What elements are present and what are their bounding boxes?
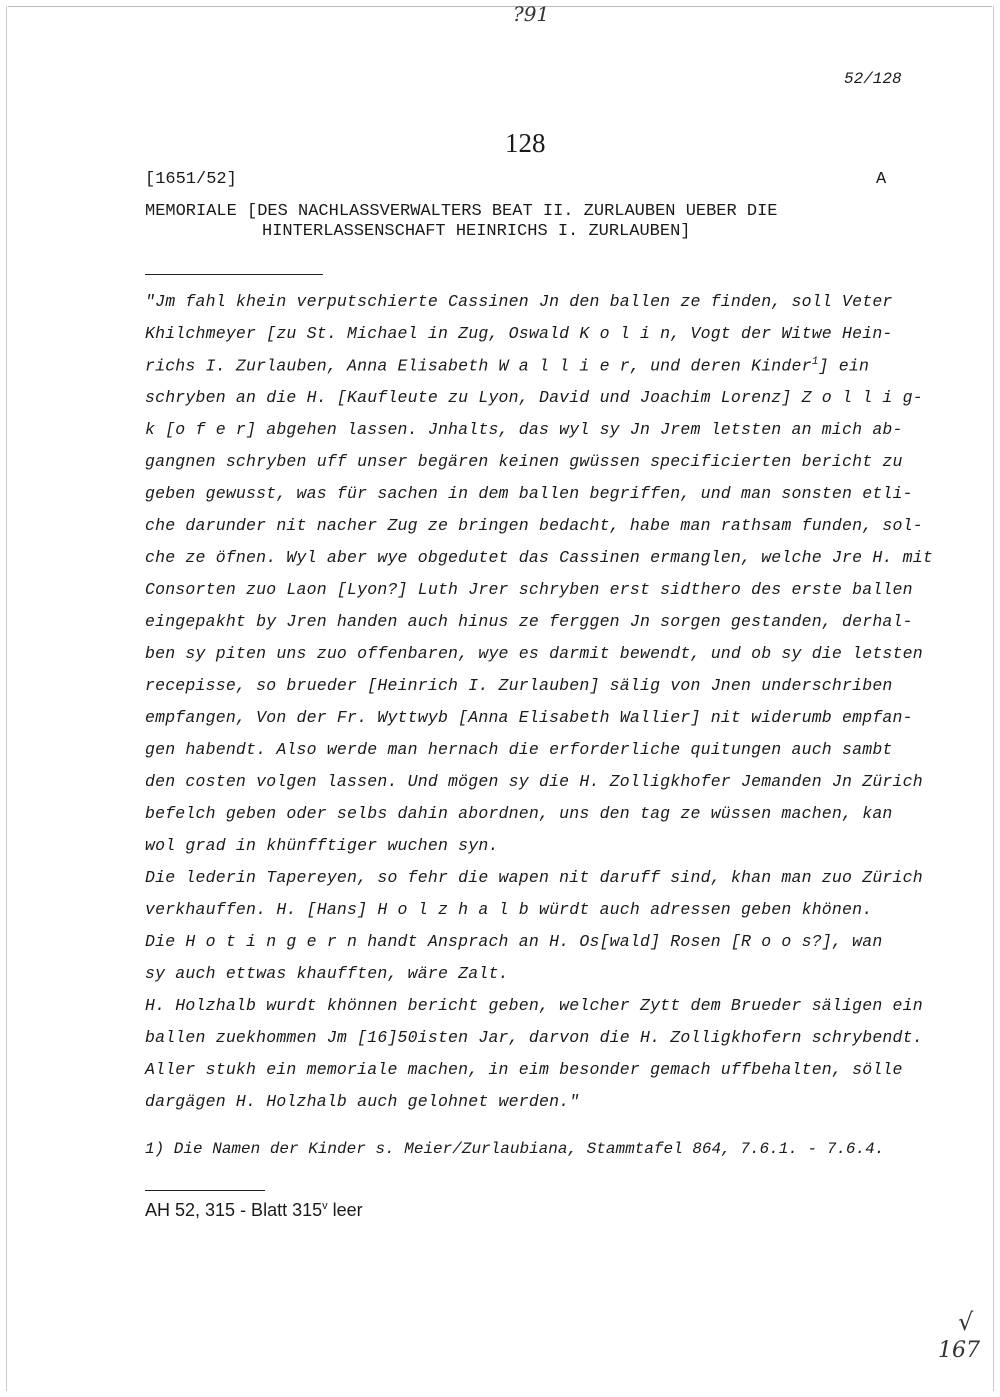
body-line: dargägen H. Holzhalb auch gelohnet werden." <box>145 1092 580 1111</box>
body-line-text: richs I. Zurlauben, Anna Elisabeth W a l l i e r, und deren Kinder <box>145 356 812 376</box>
body-line: che darunder nit nacher Zug ze bringen bedacht, habe man rathsam funden, sol- <box>145 516 923 535</box>
page-edge-right <box>993 6 994 1391</box>
page-edge-top <box>8 6 992 7</box>
source-suffix: leer <box>327 1200 363 1220</box>
footnote-marker: 1 <box>811 356 819 368</box>
body-line: empfangen, Von der Fr. Wyttwyb [Anna Elisabeth Wallier] nit widerumb empfan- <box>145 708 913 727</box>
body-line: eingepakht by Jren handen auch hinus ze ferggen Jn sorgen gestanden, derhal- <box>145 612 913 631</box>
body-line: ben sy piten uns zuo offenbaren, wye es darmit bewendt, und ob sy die letsten <box>145 644 923 663</box>
body-line: schryben an die H. [Kaufleute zu Lyon, David und Joachim Lorenz] Z o l l i g- <box>145 388 923 407</box>
body-line: "Jm fahl khein verputschierte Cassinen Jn den ballen ze finden, soll Veter <box>145 292 893 311</box>
source-prefix: AH 52, 315 - Blatt 315 <box>145 1200 323 1220</box>
section-letter: A <box>876 170 887 189</box>
body-line: den costen volgen lassen. Und mögen sy die H. Zolligkhofer Jemanden Jn Zürich <box>145 772 923 791</box>
document-number: 128 <box>505 128 546 158</box>
source-superscript: v <box>322 1200 328 1212</box>
body-line: H. Holzhalb wurdt khönnen bericht geben, welcher Zytt dem Brueder säligen ein <box>145 996 923 1015</box>
body-line: sy auch ettwas khaufften, wäre Zalt. <box>145 964 509 983</box>
body-line: Consorten zuo Laon [Lyon?] Luth Jrer schryben erst sidthero des erste ballen <box>145 580 913 599</box>
body-line: che ze öfnen. Wyl aber wye obgedutet das Cassinen ermanglen, welche Jre H. mit <box>145 548 933 567</box>
body-line: gangnen schryben uff unser begären keinen gwüssen specificierten bericht zu <box>145 452 903 471</box>
source-reference <box>145 1200 363 1221</box>
title-divider <box>145 274 323 275</box>
document-date: [1651/52] <box>145 170 237 189</box>
handwritten-check-mark: √ <box>958 1308 974 1336</box>
handwritten-page-number: 167 <box>938 1338 980 1363</box>
body-line: recepisse, so brueder [Heinrich I. Zurlauben] sälig von Jnen underschriben <box>145 676 893 695</box>
body-line-tail: ] ein <box>818 356 870 376</box>
body-line: befelch geben oder selbs dahin abordnen, uns den tag ze wüssen machen, kan <box>145 804 893 823</box>
body-line: geben gewusst, was für sachen in dem ballen begriffen, und man sonsten etli- <box>145 484 913 503</box>
title-line-2: HINTERLASSENSCHAFT HEINRICHS I. ZURLAUBEN] <box>262 222 691 241</box>
body-line: ballen zuekhommen Jm [16]50isten Jar, darvon die H. Zolligkhofern schrybendt. <box>145 1028 923 1047</box>
body-line: Khilchmeyer [zu St. Michael in Zug, Oswald K o l i n, Vogt der Witwe Hein- <box>145 324 893 343</box>
archive-number: ?91 <box>513 2 550 26</box>
body-line: gen habendt. Also werde man hernach die erforderliche quitungen auch sambt <box>145 740 893 759</box>
folio-reference: 52/128 <box>844 70 902 88</box>
body-line: wol grad in khünfftiger wuchen syn. <box>145 836 499 855</box>
body-line-with-footnote <box>145 356 869 376</box>
body-line: Die lederin Tapereyen, so fehr die wapen nit daruff sind, khan man zuo Zürich <box>145 868 923 887</box>
title-line-1: MEMORIALE [DES NACHLASSVERWALTERS BEAT II. ZURLAUBEN UEBER DIE <box>145 202 778 221</box>
body-line: verkhauffen. H. [Hans] H o l z h a l b würdt auch adressen geben khönen. <box>145 900 873 919</box>
body-line: k [o f e r] abgehen lassen. Jnhalts, das wyl sy Jn Jrem letsten an mich ab- <box>145 420 903 439</box>
page-edge-left <box>6 6 7 1391</box>
body-line: Aller stukh ein memoriale machen, in eim besonder gemach uffbehalten, sölle <box>145 1060 903 1079</box>
body-line: Die H o t i n g e r n handt Ansprach an H. Os[wald] Rosen [R o o s?], wan <box>145 932 883 951</box>
footnote: 1) Die Namen der Kinder s. Meier/Zurlaubiana, Stammtafel 864, 7.6.1. - 7.6.4. <box>145 1140 885 1158</box>
footnote-divider <box>145 1190 265 1191</box>
